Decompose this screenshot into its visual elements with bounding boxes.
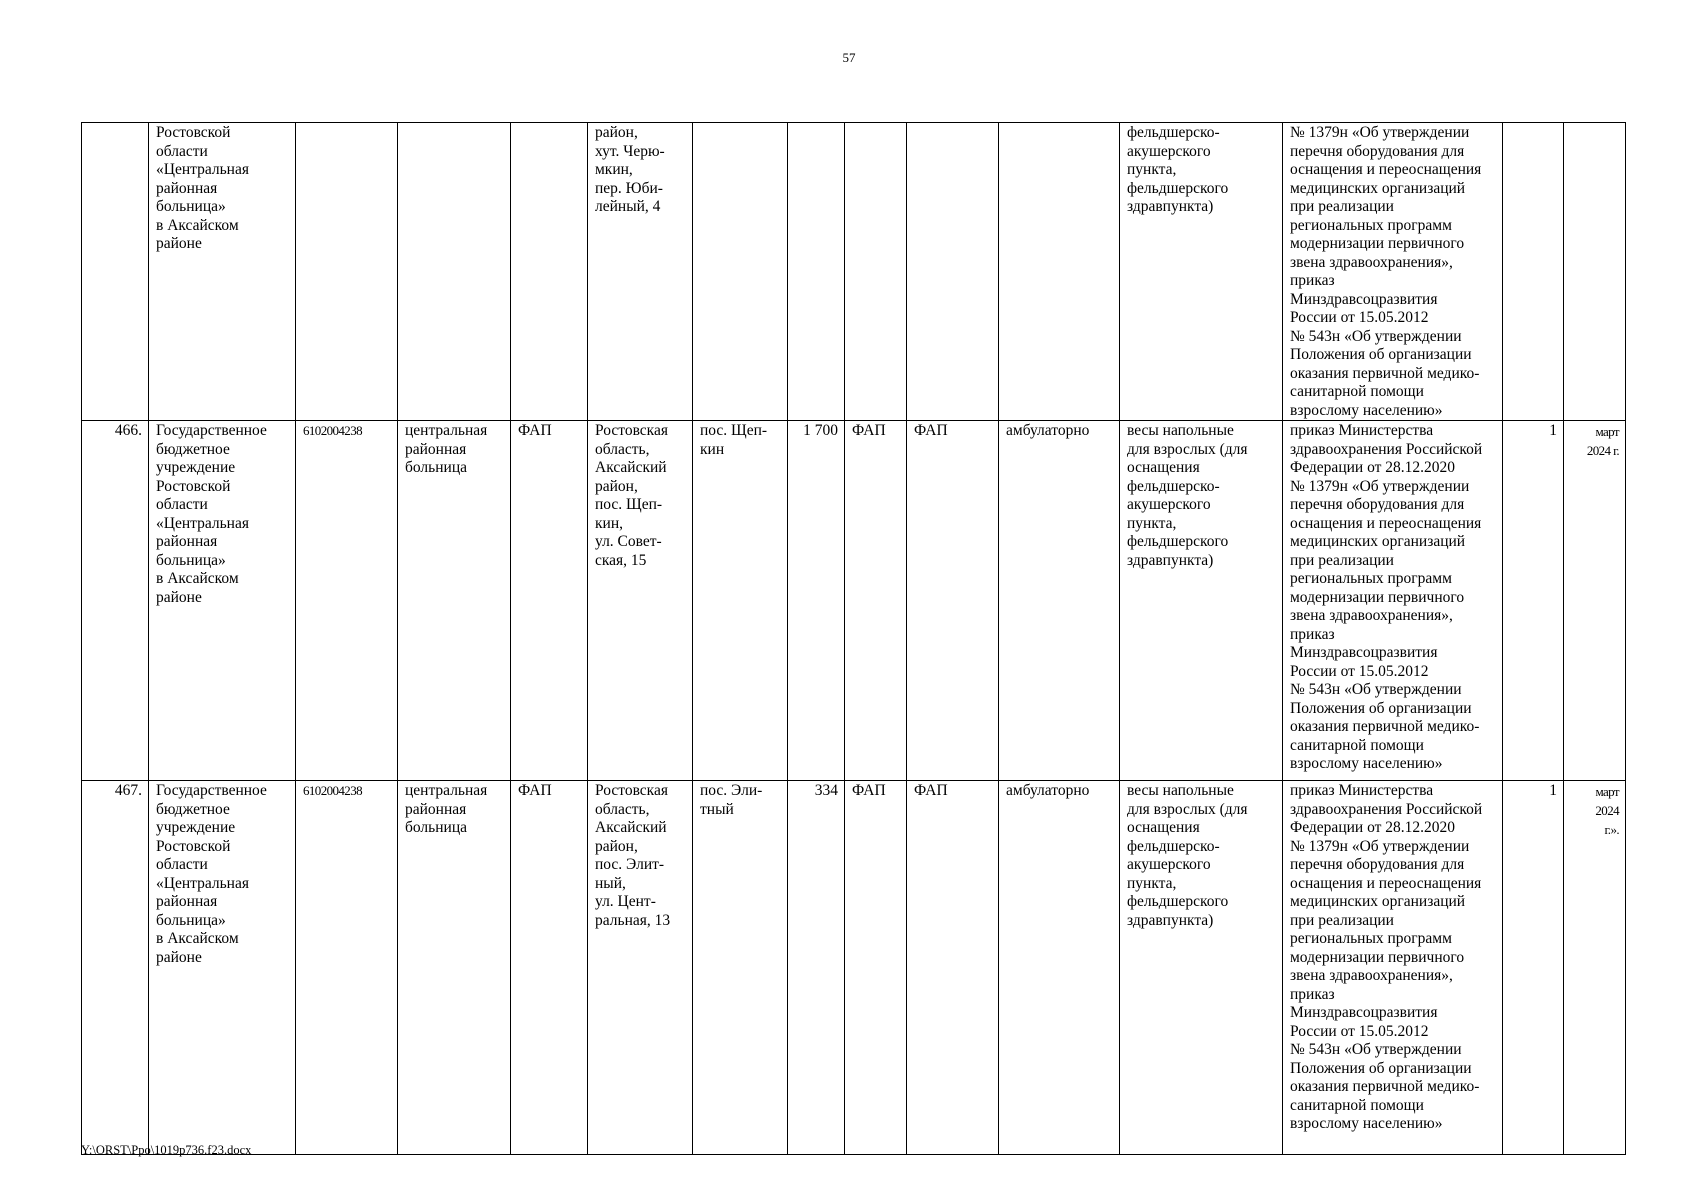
legal-basis-cell: № 1379н «Об утверждении перечня оборудования для оснащения и переоснащения медицинских организаций при реализации региональных программ модернизации первичного звена здравоохранения», приказ Минздравсоцразвития России от 15.05.2012 № 543н «Об утверждении Положения об организации оказания первичной медико- санитарной помощи взрослому населению» [1283, 123, 1503, 421]
footer-file-path: Y:\ORST\Ppo\1019p736.f23.docx [81, 1143, 252, 1157]
organization-cell: Ростовской области «Центральная районная больница» в Аксайском районе [149, 123, 296, 421]
address-cell: Ростовская область, Аксайский район, пос. Щеп- кин, ул. Совет- ская, 15 [588, 421, 693, 781]
equipment-cell: фельдшерско- акушерского пункта, фельдшерского здравпункта) [1120, 123, 1283, 421]
unit3-cell: ФАП [907, 421, 999, 781]
inn-cell: 6102004238 [296, 421, 398, 781]
settlement-cell: пос. Щеп- кин [693, 421, 788, 781]
table-row [82, 781, 1626, 1155]
institution-type-cell: центральная районная больница [398, 781, 511, 1155]
unit2-cell: ФАП [845, 781, 907, 1155]
row-number-cell: 466. [82, 421, 149, 781]
quantity-cell: 1 [1503, 421, 1564, 781]
legal-basis-cell: приказ Министерства здравоохранения Российской Федерации от 28.12.2020 № 1379н «Об утверждении перечня оборудования для оснащения и переоснащения медицинских организаций при реализации региональных программ модернизации первичного звена здравоохранения», приказ Минздравсоцразвития России от 15.05.2012 № 543н «Об утверждении Положения об организации оказания первичной медико- санитарной помощи взрослому населению» [1283, 421, 1503, 781]
organization-cell: Государственное бюджетное учреждение Ростовской области «Центральная районная больница» в Аксайском районе [149, 421, 296, 781]
unit3-cell: ФАП [907, 781, 999, 1155]
date-cell: март 2024 г. [1564, 421, 1626, 781]
unit3-cell [907, 123, 999, 421]
equipment-table [81, 122, 1626, 1155]
population-cell [788, 123, 845, 421]
institution-type-cell: центральная районная больница [398, 421, 511, 781]
settlement-cell [693, 123, 788, 421]
inn-cell: 6102004238 [296, 781, 398, 1155]
legal-basis-cell: приказ Министерства здравоохранения Российской Федерации от 28.12.2020 № 1379н «Об утверждении перечня оборудования для оснащения и переоснащения медицинских организаций при реализации региональных программ модернизации первичного звена здравоохранения», приказ Минздравсоцразвития России от 15.05.2012 № 543н «Об утверждении Положения об организации оказания первичной медико- санитарной помощи взрослому населению» [1283, 781, 1503, 1155]
inn-cell [296, 123, 398, 421]
equipment-cell: весы напольные для взрослых (для оснащения фельдшерско- акушерского пункта, фельдшерского здравпункта) [1120, 781, 1283, 1155]
page-number: 57 [842, 50, 856, 65]
care-form-cell: амбулаторно [999, 421, 1120, 781]
equipment-cell: весы напольные для взрослых (для оснащения фельдшерско- акушерского пункта, фельдшерского здравпункта) [1120, 421, 1283, 781]
care-form-cell: амбулаторно [999, 781, 1120, 1155]
date-cell [1564, 123, 1626, 421]
organization-cell: Государственное бюджетное учреждение Ростовской области «Центральная районная больница» в Аксайском районе [149, 781, 296, 1155]
settlement-cell: пос. Эли- тный [693, 781, 788, 1155]
unit2-cell [845, 123, 907, 421]
address-cell: Ростовская область, Аксайский район, пос. Элит- ный, ул. Цент- ральная, 13 [588, 781, 693, 1155]
unit-cell [511, 123, 588, 421]
table-row [82, 123, 1626, 421]
unit-cell: ФАП [511, 421, 588, 781]
unit-cell: ФАП [511, 781, 588, 1155]
institution-type-cell [398, 123, 511, 421]
table-row [82, 421, 1626, 781]
address-cell: район, хут. Черю- мкин, пер. Юби- лейный, 4 [588, 123, 693, 421]
population-cell: 1 700 [788, 421, 845, 781]
quantity-cell [1503, 123, 1564, 421]
date-cell: март 2024 г.». [1564, 781, 1626, 1155]
population-cell: 334 [788, 781, 845, 1155]
care-form-cell [999, 123, 1120, 421]
row-number-cell: 467. [82, 781, 149, 1155]
quantity-cell: 1 [1503, 781, 1564, 1155]
row-number-cell [82, 123, 149, 421]
unit2-cell: ФАП [845, 421, 907, 781]
